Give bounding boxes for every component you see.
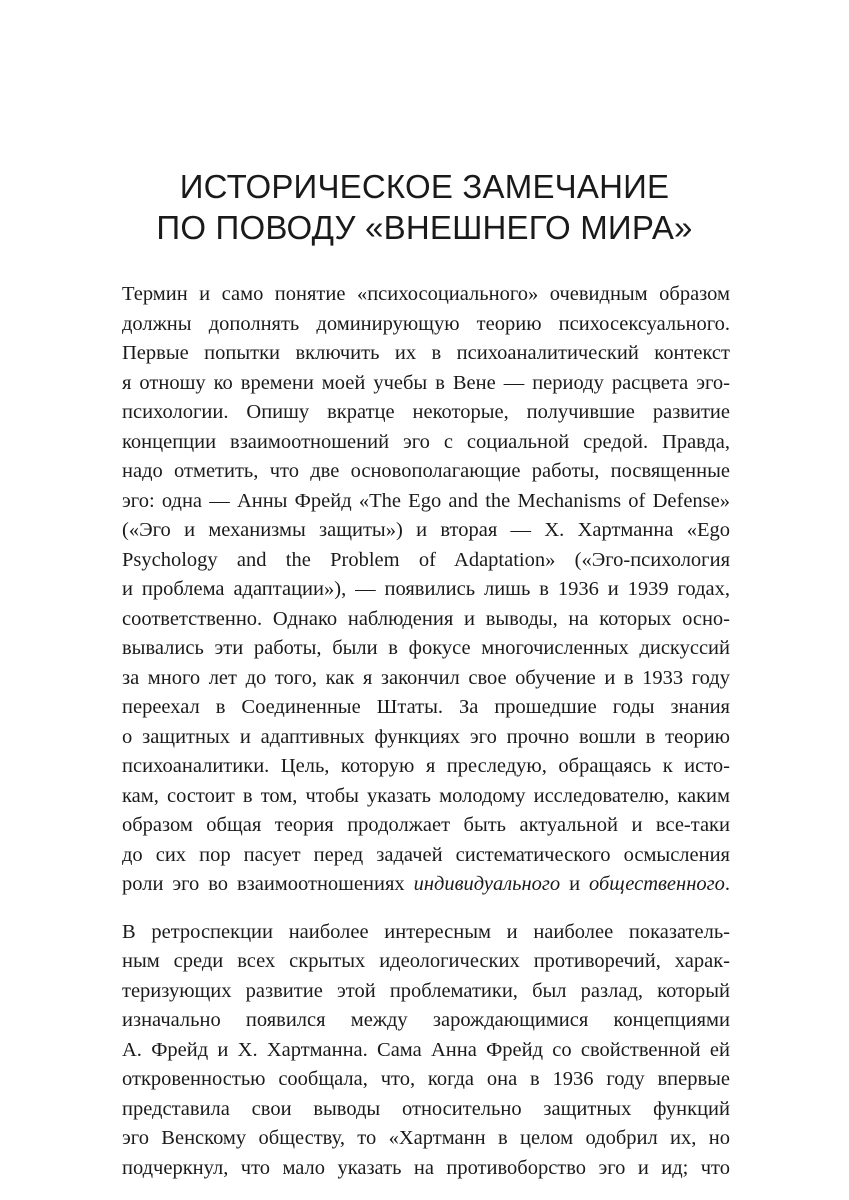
text-run: роли эго во взаимоотношениях: [122, 873, 414, 895]
text-line: Psychology and the Problem of Adaptation» («Эго-психология: [122, 548, 730, 571]
text-line: надо отметить, что две основополагающие работы, посвященные: [122, 460, 730, 482]
text-line: вывались эти работы, были в фокусе многочисленных дискуссий: [122, 637, 730, 659]
text-line: за много лет до того, как я закончил свое обучение и в 1933 году: [122, 666, 730, 689]
body-text: [122, 280, 730, 1183]
text-line: психологии. Опишу вкратце некоторые, получившие развитие: [122, 401, 730, 423]
text-line: ным среди всех скрытых идеологических противоречий, харак-: [122, 950, 730, 972]
text-line: эго: одна — Анны Фрейд «The Ego and the Mechanisms of Defense»: [122, 489, 730, 512]
italic-term-social: общественного: [589, 873, 725, 895]
text-line: концепции взаимоотношений эго с социальной средой. Правда,: [122, 430, 730, 453]
text-line: кам, состоит в том, чтобы указать молодому исследователю, каким: [122, 784, 730, 807]
italic-term-individual: индивидуального: [413, 873, 561, 895]
text-line: соответственно. Однако наблюдения и выводы, на которых осно-: [122, 607, 730, 630]
text-line: эго Венскому обществу, то «Хартманн в целом одобрил их, но: [122, 1127, 730, 1149]
text-line: психоаналитики. Цель, которую я преследую, обращаясь к исто-: [122, 755, 730, 777]
chapter-title-line-2: ПО ПОВОДУ «ВНЕШНЕГО МИРА»: [156, 209, 693, 246]
chapter-title-line-1: ИСТОРИЧЕСКОЕ ЗАМЕЧАНИЕ: [179, 168, 670, 205]
text-line: образом общая теория продолжает быть актуальной и все-таки: [122, 814, 730, 836]
text-line: подчеркнул, что мало указать на противоборство эго и ид; что: [122, 1156, 730, 1179]
text-line: представила свои выводы относительно защитных функций: [122, 1097, 730, 1120]
text-line: переехал в Соединенные Штаты. За прошедшие годы знания: [122, 696, 730, 718]
text-line: Первые попытки включить их в психоаналитический контекст: [122, 342, 730, 364]
text-line: теризующих развитие этой проблематики, был разлад, который: [122, 979, 730, 1002]
text-line: о защитных и адаптивных функциях эго прочно вошли в теорию: [122, 725, 730, 748]
text-line: изначально появился между зарождающимися концепциями: [122, 1009, 730, 1031]
text-run: .: [724, 873, 730, 895]
text-line: откровенностью сообщала, что, когда она в 1936 году впервые: [122, 1068, 730, 1090]
text-line-last: [122, 870, 730, 900]
text-line: я отношу ко времени моей учебы в Вене — периоду расцвета эго-: [122, 371, 730, 394]
text-line: («Эго и механизмы защиты») и вторая — Х. Хартманна «Ego: [122, 519, 730, 541]
text-run: и: [560, 873, 590, 895]
text-line: А. Фрейд и Х. Хартманна. Сама Анна Фрейд со свойственной ей: [122, 1038, 730, 1061]
text-line: и проблема адаптации»), — появились лишь в 1936 и 1939 годах,: [122, 578, 730, 600]
text-line: В ретроспекции наиболее интересным и наиболее показатель-: [122, 920, 730, 943]
text-line: Термин и само понятие «психосоциального» очевидным образом: [122, 283, 730, 305]
paragraph-2: [122, 918, 730, 1184]
text-line: до сих пор пасует перед задачей систематического осмысления: [122, 843, 730, 866]
chapter-title: [0, 166, 849, 248]
paragraph-1: [122, 280, 730, 900]
text-line: должны дополнять доминирующую теорию психосексуального.: [122, 312, 730, 335]
